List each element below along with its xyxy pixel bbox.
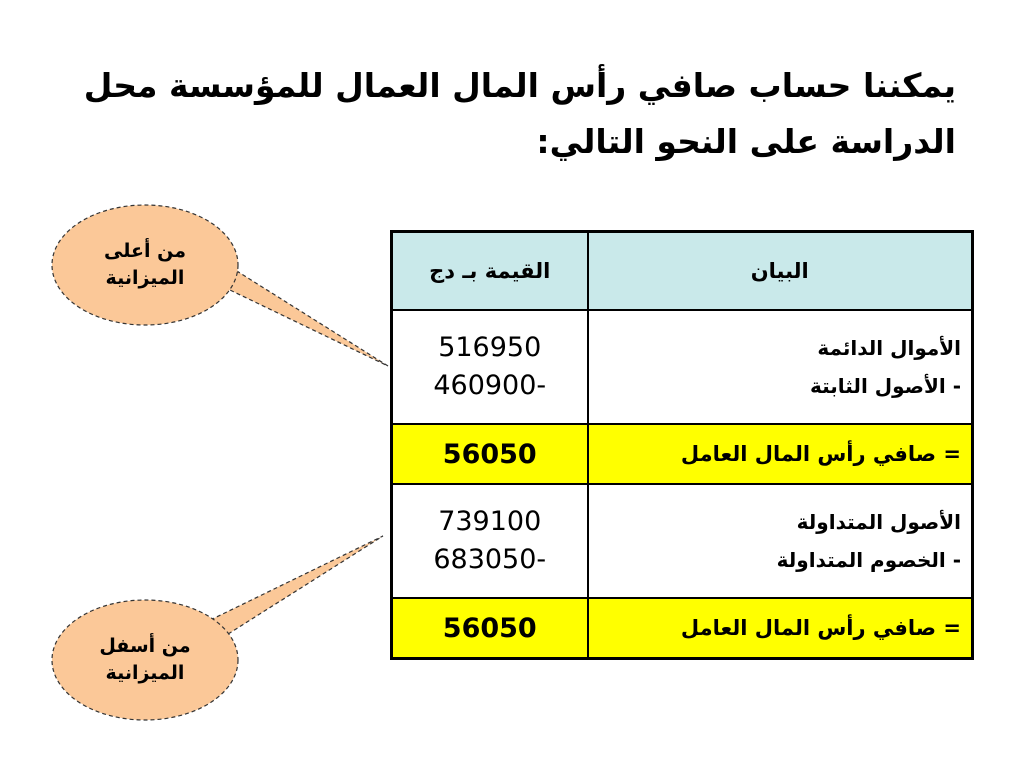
header-value: القيمة بـ دج <box>392 232 588 311</box>
result-label: = صافي رأس المال العامل <box>588 598 973 659</box>
header-label: البيان <box>588 232 973 311</box>
callout-bottom-text <box>70 633 220 687</box>
table-row-group-1 <box>392 310 973 424</box>
row-value: 683050- <box>433 544 547 575</box>
title-line-2: الدراسة على النحو التالي: <box>536 122 956 161</box>
row-value: 460900- <box>433 370 547 401</box>
title-line-1: يمكننا حساب صافي رأس المال العمال للمؤسسة محل <box>83 66 956 105</box>
table-row-result-2 <box>392 598 973 659</box>
row-value: 739100 <box>438 506 542 537</box>
callout-bottom-line-1: من أسفل <box>99 635 191 657</box>
callout-top-line-2: الميزانية <box>105 267 185 289</box>
result-value <box>392 424 588 484</box>
callout-bottom-tail <box>198 536 383 636</box>
callout-bottom-line-2: الميزانية <box>105 662 185 684</box>
row-label: الأصول المتداولة <box>796 510 961 534</box>
result-value-text: 56050 <box>442 612 537 644</box>
working-capital-table <box>390 230 974 660</box>
callout-top-text <box>70 238 220 292</box>
row-label: - الأصول الثابتة <box>809 374 961 398</box>
row-label: الأموال الدائمة <box>817 336 961 360</box>
table-header-row <box>392 232 973 311</box>
table-row-result-1 <box>392 424 973 484</box>
result-value <box>392 598 588 659</box>
row-value: 516950 <box>438 332 542 363</box>
table-row-group-2 <box>392 484 973 598</box>
row-label: - الخصوم المتداولة <box>776 548 961 572</box>
callout-top-line-1: من أعلى <box>104 240 186 262</box>
result-value-text: 56050 <box>442 438 537 470</box>
result-label: = صافي رأس المال العامل <box>588 424 973 484</box>
